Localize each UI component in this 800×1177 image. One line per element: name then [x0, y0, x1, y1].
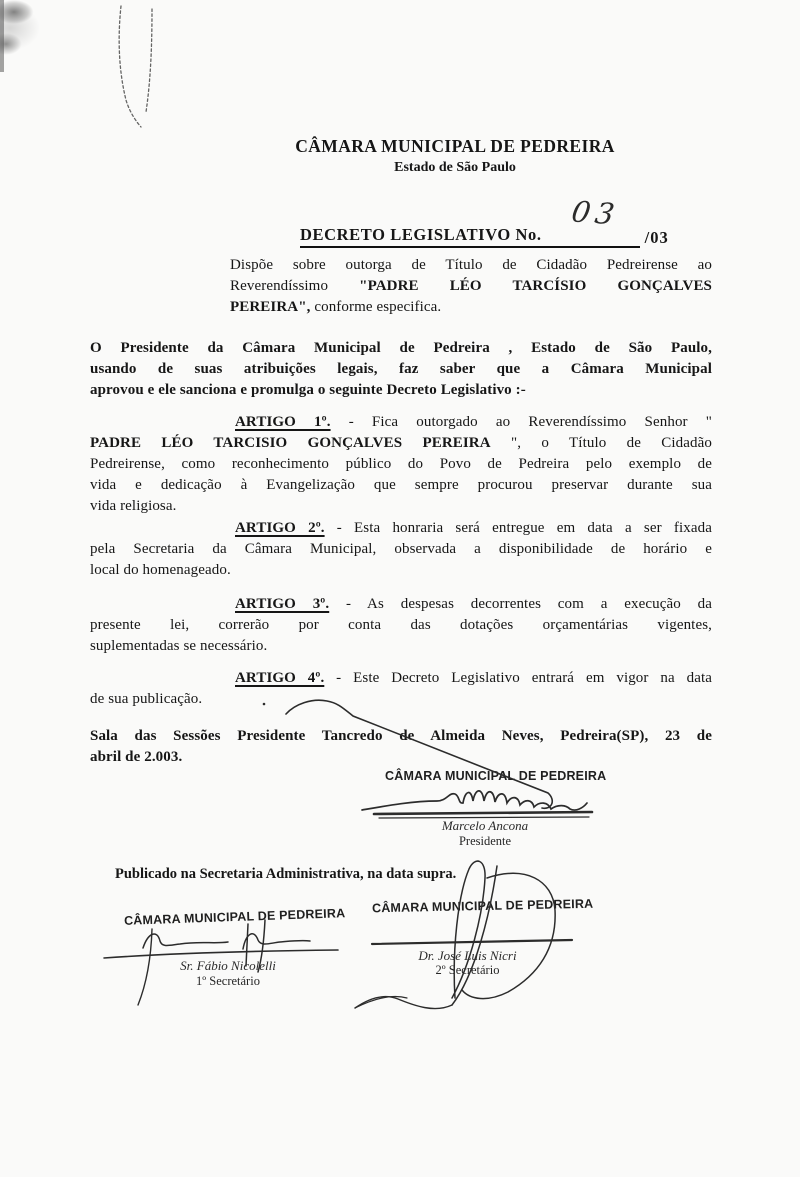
- text-line: O Presidente da Câmara Municipal de Pedreira , Estado de São Paulo,: [90, 340, 712, 356]
- text-line: suplementadas se necessário.: [90, 638, 268, 654]
- text-line: de sua publicação.: [90, 691, 203, 707]
- org-state: Estado de São Paulo: [394, 160, 516, 175]
- closing-paragraph: [90, 726, 712, 768]
- first-secretary-name: Sr. Fábio Nicolelli: [180, 958, 276, 973]
- decree-number-gap: [542, 244, 640, 245]
- text-line: ARTIGO 4º. - Este Decreto Legislativo entrará em vigor na data: [235, 670, 712, 686]
- second-secretary-signature-tail: [355, 997, 452, 1009]
- second-secretary-role: 2º Secretário: [435, 963, 500, 977]
- publication-note: Publicado na Secretaria Administrativa, na data supra.: [115, 866, 457, 882]
- first-secretary-underline: [104, 950, 338, 958]
- text-line: Reverendíssimo "PADRE LÉO TARCÍSIO GONÇALVES: [230, 278, 712, 294]
- text-line: presente lei, correrão por conta das dotações orçamentárias vigentes,: [90, 617, 712, 633]
- second-secretary-underline: [372, 940, 572, 944]
- scan-corner-noise: [0, 0, 52, 78]
- first-secretary-stamp: CÂMARA MUNICIPAL DE PEDREIRA: [123, 906, 346, 928]
- text-line: usando de suas atribuições legais, faz saber que a Câmara Municipal: [90, 361, 712, 377]
- article-1: [90, 412, 712, 517]
- text-line: Dispõe sobre outorga de Título de Cidadão Pedreirense ao: [230, 257, 712, 273]
- document-header: [255, 136, 655, 176]
- text-line: pela Secretaria da Câmara Municipal, observada a disponibilidade de horário e: [90, 541, 712, 557]
- president-role: Presidente: [458, 834, 512, 848]
- text-line: PADRE LÉO TARCISIO GONÇALVES PEREIRA ", o Título de Cidadão: [90, 435, 712, 451]
- second-secretary-signature-tail-2: [355, 996, 407, 1008]
- article-3: [90, 594, 712, 657]
- second-secretary-signature-stroke: [452, 866, 497, 1005]
- text-line: vida religiosa.: [90, 498, 177, 514]
- text-line: vida e dedicação à Evangelização que sempre procurou preservar durante sua: [90, 477, 712, 493]
- text-line: local do homenageado.: [90, 562, 231, 578]
- president-stamp: CÂMARA MUNICIPAL DE PEDREIRA: [385, 769, 607, 783]
- president-signature: [362, 791, 587, 810]
- president-name: Marcelo Ancona: [441, 818, 529, 833]
- text-line: PEREIRA", conforme especifica.: [230, 299, 442, 315]
- first-secretary-role: 1º Secretário: [196, 974, 260, 988]
- second-secretary-signature-bulge: [462, 873, 555, 998]
- text-line: ARTIGO 3º. - As despesas decorrentes com a execução da: [235, 596, 712, 612]
- text-line: Sala das Sessões Presidente Tancredo de Almeida Neves, Pedreira(SP), 23 de: [90, 728, 712, 744]
- president-underline: [374, 812, 592, 814]
- org-name: CÂMARA MUNICIPAL DE PEDREIRA: [295, 136, 615, 156]
- scratch-line-right: [146, 9, 152, 112]
- text-line: Pedreirense, como reconhecimento público do Povo de Pedreira pelo exemplo de: [90, 456, 712, 472]
- second-secretary-stamp: CÂMARA MUNICIPAL DE PEDREIRA: [371, 896, 594, 916]
- second-secretary-name: Dr. José Luis Nicri: [418, 948, 517, 963]
- scratch-line-left: [119, 6, 141, 127]
- text-line: abril de 2.003.: [90, 749, 183, 765]
- article-4: [90, 668, 712, 710]
- first-secretary-signature-2: [243, 934, 310, 949]
- decree-title: DECRETO LEGISLATIVO No.: [300, 225, 542, 244]
- article-2: [90, 518, 712, 581]
- preamble-paragraph: [90, 338, 712, 401]
- text-line: aprovou e ele sanciona e promulga o seguinte Decreto Legislativo :-: [90, 382, 526, 398]
- handwritten-decree-number: 03: [569, 194, 622, 232]
- first-secretary-signature: [143, 934, 228, 948]
- summary-paragraph: [230, 255, 712, 318]
- scan-edge-mark: [0, 0, 4, 72]
- text-line: ARTIGO 2º. - Esta honraria será entregue em data a ser fixada: [235, 520, 712, 536]
- decree-suffix: /03: [644, 228, 669, 247]
- text-line: ARTIGO 1º. - Fica outorgado ao Reverendíssimo Senhor ": [235, 414, 712, 430]
